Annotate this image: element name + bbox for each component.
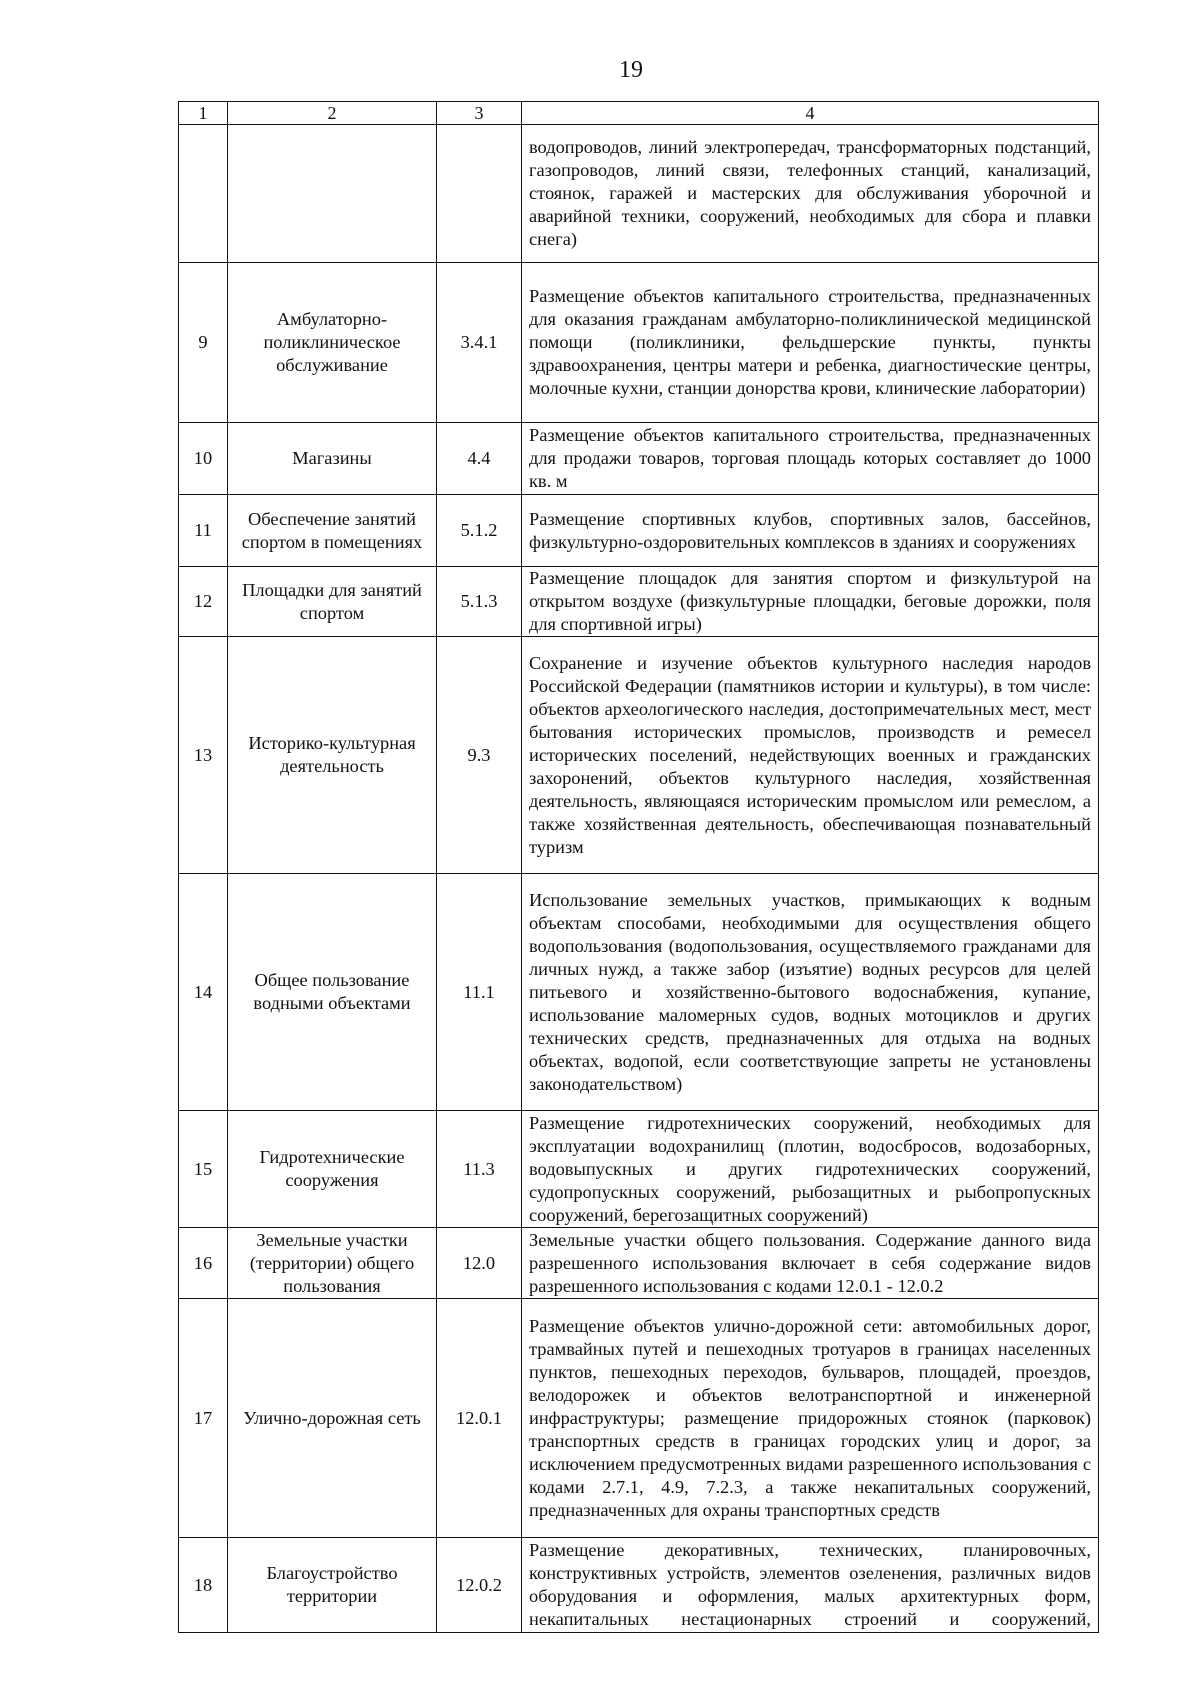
table-row — [179, 874, 1099, 1111]
land-use-code — [437, 125, 522, 263]
land-use-name: Гидротехнические сооружения — [228, 1111, 437, 1228]
table-row — [179, 495, 1099, 567]
land-use-description: Использование земельных участков, примыкающих к водным объектам способами, необходимыми для осуществления общего водопользования (водопользования, осуществляемого гражданами для личных нужд, а также забор (изъятие) водных ресурсов для целей питьевого и хозяйственно-бытового водоснабжения, купание, использование маломерных судов, водных мотоциклов и других технических средств, предназначенных для отдыха на водных объектах, водопой, если соответствующие запреты не установлены законодательством) — [522, 874, 1099, 1111]
land-use-code: 11.3 — [437, 1111, 522, 1228]
land-use-name: Площадки для занятий спортом — [228, 567, 437, 637]
land-use-table — [178, 101, 1099, 1633]
land-use-name: Общее пользование водными объектами — [228, 874, 437, 1111]
row-number — [179, 125, 228, 263]
land-use-description: водопроводов, линий электропередач, трансформаторных подстанций, газопроводов, линий связи, телефонных станций, канализаций, стоянок, гаражей и мастерских для обслуживания уборочной и аварийной техники, сооружений, необходимых для сбора и плавки снега) — [522, 125, 1099, 263]
land-use-name: Благоустройство территории — [228, 1538, 437, 1633]
column-header: 4 — [522, 102, 1099, 125]
row-number: 17 — [179, 1299, 228, 1538]
table-row — [179, 1299, 1099, 1538]
row-number: 16 — [179, 1228, 228, 1299]
table-row — [179, 567, 1099, 637]
row-number: 15 — [179, 1111, 228, 1228]
table-row — [179, 637, 1099, 874]
land-use-name: Обеспечение занятий спортом в помещениях — [228, 495, 437, 567]
land-use-description: Размещение объектов капитального строительства, предназначенных для продажи товаров, торговая площадь которых составляет до 1000 кв. м — [522, 423, 1099, 495]
land-use-name: Магазины — [228, 423, 437, 495]
land-use-description: Земельные участки общего пользования. Содержание данного вида разрешенного использования включает в себя содержание видов разрешенного использования с кодами 12.0.1 - 12.0.2 — [522, 1228, 1099, 1299]
land-use-code: 4.4 — [437, 423, 522, 495]
row-number: 9 — [179, 263, 228, 423]
column-header: 2 — [228, 102, 437, 125]
land-use-name: Улично-дорожная сеть — [228, 1299, 437, 1538]
land-use-code: 5.1.2 — [437, 495, 522, 567]
land-use-description: Размещение объектов улично-дорожной сети: автомобильных дорог, трамвайных путей и пешеходных тротуаров в границах населенных пунктов, пешеходных переходов, бульваров, площадей, проездов, велодорожек и объектов велотранспортной и инженерной инфраструктуры; размещение придорожных стоянок (парковок) транспортных средств в границах городских улиц и дорог, за исключением предусмотренных видами разрешенного использования с кодами 2.7.1, 4.9, 7.2.3, а также некапитальных сооружений, предназначенных для охраны транспортных средств — [522, 1299, 1099, 1538]
table-row — [179, 1538, 1099, 1633]
row-number: 12 — [179, 567, 228, 637]
land-use-description: Размещение гидротехнических сооружений, необходимых для эксплуатации водохранилищ (плотин, водосбросов, водозаборных, водовыпускных и других гидротехнических сооружений, судопропускных сооружений, рыбозащитных и рыбопропускных сооружений, берегозащитных сооружений) — [522, 1111, 1099, 1228]
table-row — [179, 1111, 1099, 1228]
land-use-description: Размещение площадок для занятия спортом и физкультурой на открытом воздухе (физкультурные площадки, беговые дорожки, поля для спортивной игры) — [522, 567, 1099, 637]
land-use-description: Размещение декоративных, технических, планировочных, конструктивных устройств, элементов озеленения, различных видов оборудования и оформления, малых архитектурных форм, некапитальных нестационарных строений и сооружений, — [522, 1538, 1099, 1633]
land-use-code: 12.0.1 — [437, 1299, 522, 1538]
table-row — [179, 1228, 1099, 1299]
table-row — [179, 125, 1099, 263]
column-header: 1 — [179, 102, 228, 125]
land-use-name — [228, 125, 437, 263]
land-use-code: 12.0.2 — [437, 1538, 522, 1633]
land-use-code: 12.0 — [437, 1228, 522, 1299]
land-use-name: Амбулаторно-поликлиническое обслуживание — [228, 263, 437, 423]
row-number: 13 — [179, 637, 228, 874]
row-number: 14 — [179, 874, 228, 1111]
land-use-name: Земельные участки (территории) общего пользования — [228, 1228, 437, 1299]
land-use-code: 3.4.1 — [437, 263, 522, 423]
land-use-name: Историко-культурная деятельность — [228, 637, 437, 874]
table-header-row — [179, 102, 1099, 125]
row-number: 10 — [179, 423, 228, 495]
land-use-description: Сохранение и изучение объектов культурного наследия народов Российской Федерации (памятников истории и культуры), в том числе: объектов археологического наследия, достопримечательных мест, мест бытования исторических промыслов, производств и ремесел исторических поселений, недействующих военных и гражданских захоронений, объектов культурного наследия, хозяйственная деятельность, являющаяся историческим промыслом или ремеслом, а также хозяйственная деятельность, обеспечивающая познавательный туризм — [522, 637, 1099, 874]
row-number: 18 — [179, 1538, 228, 1633]
land-use-code: 9.3 — [437, 637, 522, 874]
land-use-description: Размещение объектов капитального строительства, предназначенных для оказания гражданам амбулаторно-поликлинической медицинской помощи (поликлиники, фельдшерские пункты, пункты здравоохранения, центры матери и ребенка, диагностические центры, молочные кухни, станции донорства крови, клинические лаборатории) — [522, 263, 1099, 423]
column-header: 3 — [437, 102, 522, 125]
row-number: 11 — [179, 495, 228, 567]
land-use-code: 5.1.3 — [437, 567, 522, 637]
page-number: 19 — [619, 57, 643, 83]
table-row — [179, 263, 1099, 423]
land-use-code: 11.1 — [437, 874, 522, 1111]
land-use-description: Размещение спортивных клубов, спортивных залов, бассейнов, физкультурно-оздоровительных комплексов в зданиях и сооружениях — [522, 495, 1099, 567]
table-row — [179, 423, 1099, 495]
